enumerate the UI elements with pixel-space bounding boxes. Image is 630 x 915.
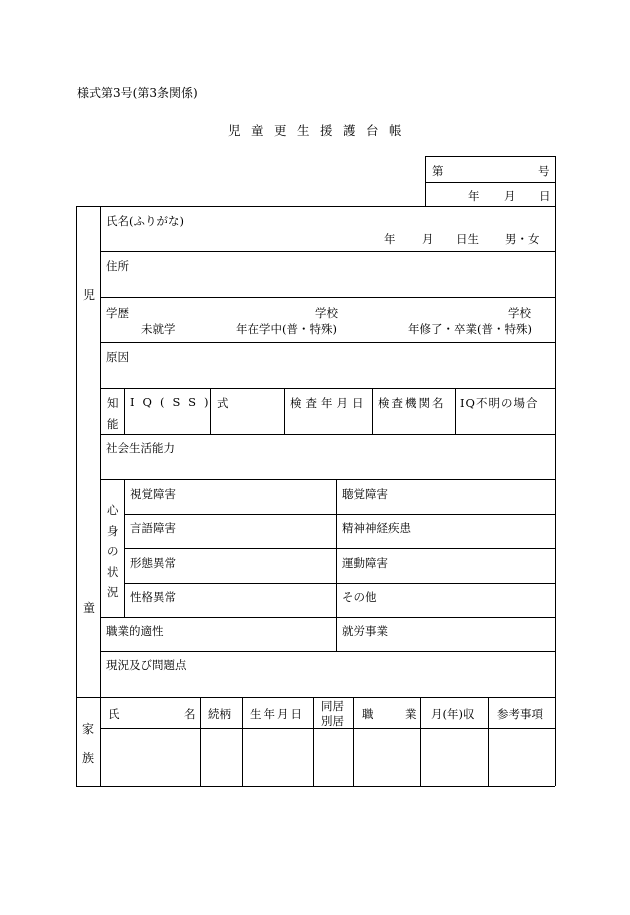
intelligence-label-1: 知 bbox=[107, 396, 119, 410]
mind-body-label-2: 身 bbox=[107, 524, 119, 538]
family-occupation-col-1: 職 bbox=[362, 707, 374, 721]
family-birth-col: 生年月日 bbox=[250, 707, 304, 721]
name-label: 氏名(ふりがな) bbox=[106, 214, 184, 228]
title-char: 児 bbox=[228, 123, 241, 138]
test-org-label: 検査機関名 bbox=[378, 396, 446, 410]
title-char: 生 bbox=[297, 123, 310, 138]
birth-day-label: 日生 bbox=[456, 232, 479, 246]
cause-label: 原因 bbox=[106, 350, 129, 364]
school-label-1: 学校 bbox=[315, 306, 338, 320]
mental-disorder-label: 精神神経疾患 bbox=[342, 521, 411, 535]
family-cohabit-col-1: 同居 bbox=[321, 699, 344, 713]
side-label-child-bottom: 童 bbox=[83, 601, 96, 615]
side-label-child-top: 児 bbox=[83, 288, 96, 302]
in-school-label: 年在学中(普・特殊) bbox=[236, 322, 337, 336]
employment-label: 就労事業 bbox=[342, 624, 388, 638]
side-label-family-2: 族 bbox=[82, 751, 95, 765]
title-char: 帳 bbox=[389, 123, 402, 138]
school-label-2: 学校 bbox=[508, 306, 531, 320]
number-dai-label: 第 bbox=[432, 164, 444, 178]
title-char: 援 bbox=[320, 123, 333, 138]
visual-impairment-label: 視覚障害 bbox=[130, 487, 176, 501]
title-char: 更 bbox=[274, 123, 287, 138]
date-year-label: 年 bbox=[468, 189, 480, 203]
form-number: 様式第3号(第3条関係) bbox=[77, 86, 198, 100]
family-remarks-col: 参考事項 bbox=[497, 707, 543, 721]
education-label: 学歴 bbox=[106, 306, 129, 320]
family-occupation-col-2: 業 bbox=[405, 707, 417, 721]
family-name-col-2: 名 bbox=[184, 707, 196, 721]
number-go-label: 号 bbox=[538, 164, 550, 178]
birth-year-label: 年 bbox=[384, 232, 396, 246]
not-enrolled-label: 未就学 bbox=[141, 322, 176, 336]
social-ability-label: 社会生活能力 bbox=[106, 441, 175, 455]
hearing-impairment-label: 聴覚障害 bbox=[342, 487, 388, 501]
family-relation-col: 続柄 bbox=[208, 707, 231, 721]
motor-impairment-label: 運動障害 bbox=[342, 556, 388, 570]
sex-label: 男・女 bbox=[505, 232, 540, 246]
title-char: 童 bbox=[251, 123, 264, 138]
speech-impairment-label: 言語障害 bbox=[130, 521, 176, 535]
current-status-label: 現況及び問題点 bbox=[106, 658, 187, 672]
iq-unknown-label: IQ不明の場合 bbox=[460, 396, 539, 410]
iq-label: IQ(SS) bbox=[130, 395, 217, 409]
date-day-label: 日 bbox=[539, 189, 551, 203]
personality-abnormality-label: 性格異常 bbox=[130, 590, 176, 604]
vocational-aptitude-label: 職業的適性 bbox=[106, 624, 164, 638]
mind-body-label-3: の bbox=[107, 544, 119, 558]
address-label: 住所 bbox=[106, 259, 129, 273]
test-date-label: 検査年月日 bbox=[290, 396, 368, 410]
side-label-family-1: 家 bbox=[82, 722, 95, 736]
mind-body-label-5: 況 bbox=[107, 585, 119, 599]
date-month-label: 月 bbox=[504, 189, 516, 203]
title-char: 台 bbox=[366, 123, 379, 138]
family-name-col-1: 氏 bbox=[108, 707, 120, 721]
title-char: 護 bbox=[343, 123, 356, 138]
intelligence-label-2: 能 bbox=[107, 417, 119, 431]
birth-month-label: 月 bbox=[422, 232, 434, 246]
other-label: その他 bbox=[342, 590, 377, 604]
family-income-col: 月(年)収 bbox=[431, 707, 475, 721]
family-cohabit-col-2: 別居 bbox=[321, 714, 344, 728]
graduated-label: 年修了・卒業(普・特殊) bbox=[408, 322, 532, 336]
mind-body-label-1: 心 bbox=[107, 503, 119, 517]
mind-body-label-4: 状 bbox=[107, 565, 119, 579]
formula-label: 式 bbox=[217, 396, 229, 410]
form-abnormality-label: 形態異常 bbox=[130, 556, 176, 570]
